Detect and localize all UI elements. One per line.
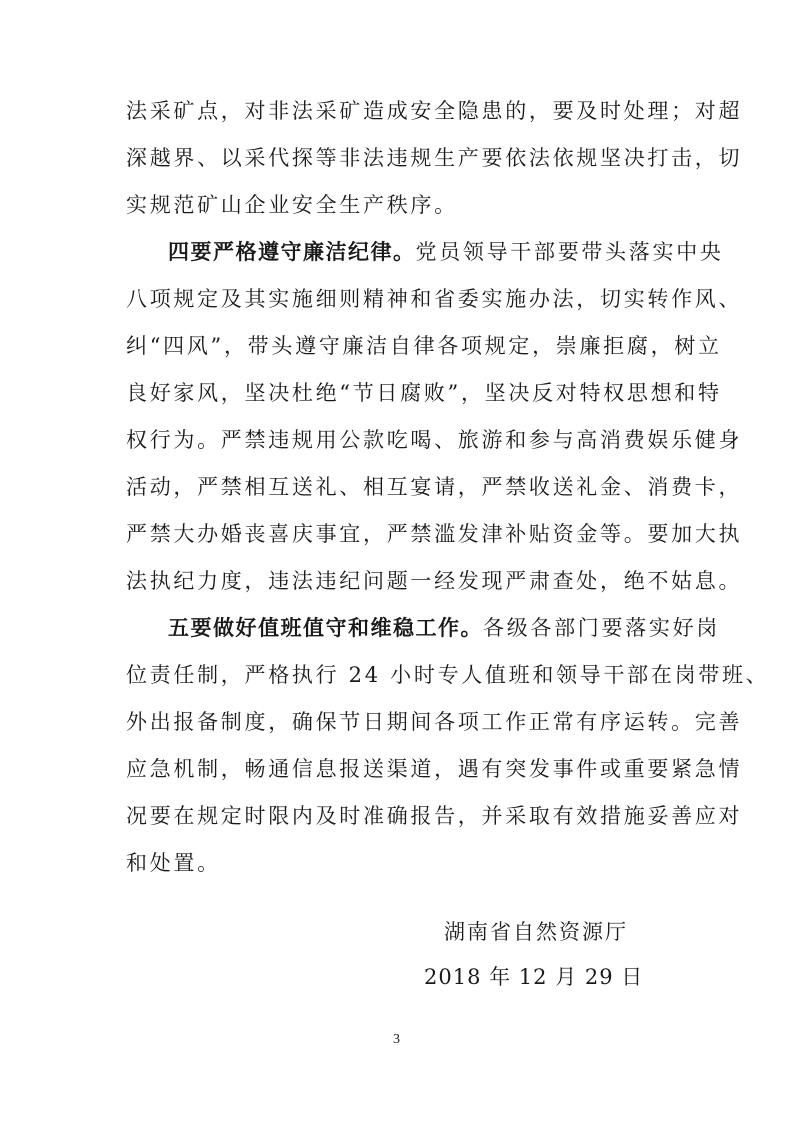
paragraph-2-line-1	[168, 238, 724, 266]
paragraph-1-line-3: 实规范矿山企业安全生产秩序。	[126, 193, 458, 217]
section-5-heading: 五要做好值班值守和维稳工作。	[168, 616, 483, 640]
paragraph-3-line-3: 外出报备制度，确保节日期间各项工作正常有序运转。完善	[126, 710, 743, 734]
issuing-organization: 湖南省自然资源厅	[444, 920, 628, 944]
paragraph-3-line-6: 和处置。	[126, 851, 221, 875]
paragraph-2-line-2: 八项规定及其实施细则精神和省委实施办法，切实转作风、	[126, 287, 743, 311]
paragraph-3-line-4: 应急机制，畅通信息报送渠道，遇有突发事件或重要紧急情	[126, 757, 743, 781]
paragraph-2-line-7: 严禁大办婚丧喜庆事宜，严禁滥发津补贴资金等。要加大执	[126, 522, 743, 546]
paragraph-3-line-1	[168, 614, 720, 642]
section-4-heading: 四要严格遵守廉洁纪律。	[168, 240, 416, 264]
paragraph-2-line-5: 权行为。严禁违规用公款吃喝、旅游和参与高消费娱乐健身	[126, 428, 743, 452]
paragraph-3-line-5: 况要在规定时限内及时准确报告，并采取有效措施妥善应对	[126, 804, 743, 828]
page-number: 3	[393, 1032, 400, 1047]
paragraph-2-line-3: 纠“四风”，带头遵守廉洁自律各项规定，崇廉拒腐，树立	[126, 334, 722, 358]
paragraph-1-line-2: 深越界、以采代探等非法违规生产要依法依规坚决打击，切	[126, 146, 743, 170]
paragraph-1-line-1: 法采矿点，对非法采矿造成安全隐患的，要及时处理；对超	[126, 99, 743, 123]
issue-date: 2018 年 12 月 29 日	[424, 965, 644, 989]
paragraph-2-line-6: 活动，严禁相互送礼、相互宴请，严禁收送礼金、消费卡，	[126, 475, 743, 499]
paragraph-3-line-2: 位责任制，严格执行 24 小时专人值班和领导干部在岗带班、	[126, 663, 770, 687]
paragraph-3-first-rest: 各级各部门要落实好岗	[483, 616, 720, 640]
paragraph-2-first-rest: 党员领导干部要带头落实中央	[415, 240, 724, 264]
paragraph-2-line-4: 良好家风，坚决杜绝“节日腐败”，坚决反对特权思想和特	[126, 381, 722, 405]
paragraph-2-line-8: 法执纪力度，违法违纪问题一经发现严肃查处，绝不姑息。	[126, 569, 743, 593]
